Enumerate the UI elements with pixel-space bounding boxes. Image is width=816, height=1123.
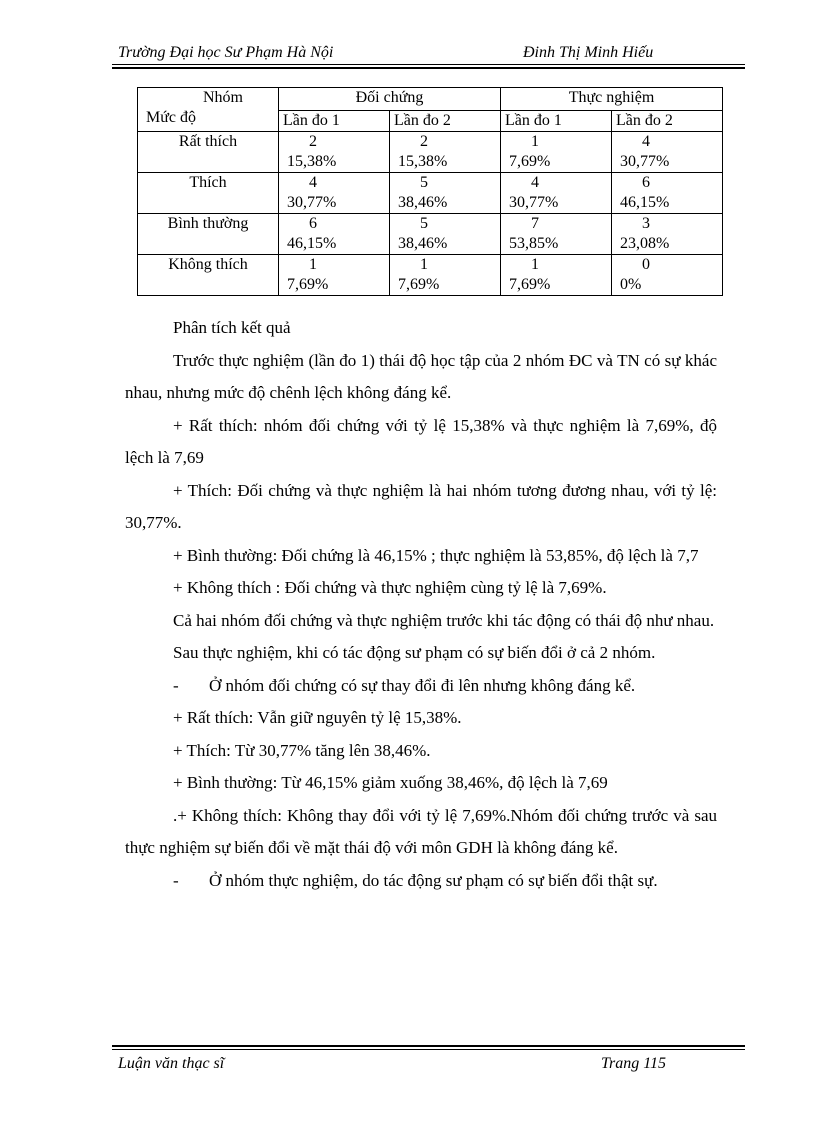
footer-rule-thick (112, 1045, 745, 1047)
header-author: Đinh Thị Minh Hiếu (523, 44, 654, 61)
cell-count: 1 (531, 133, 539, 150)
cell-count: 4 (309, 174, 317, 191)
cell-count: 6 (642, 174, 650, 191)
table-cell (390, 255, 501, 296)
header-school: Trường Đại học Sư Phạm Hà Nội (118, 44, 334, 61)
cell-percent: 15,38% (287, 153, 337, 170)
dash-item-text: Ở nhóm đối chứng có sự thay đổi đi lên nhưng không đáng kể. (209, 675, 636, 695)
paragraph: Sau thực nghiệm, khi có tác động sư phạm có sự biến đổi ở cả 2 nhóm. (173, 643, 656, 662)
cell-count: 2 (420, 133, 428, 150)
page-header (112, 40, 745, 66)
dash-marker: - (173, 675, 179, 695)
table-cell (501, 214, 612, 255)
cell-percent: 7,69% (509, 153, 551, 170)
subheader-tn-2: Lần đo 2 (612, 111, 723, 132)
paragraph: + Thích: Đối chứng và thực nghiệm là hai nhóm tương đương nhau, với tỷ lệ: 30,77%. (125, 480, 717, 532)
paragraph: Trước thực nghiệm (lần đo 1) thái độ học tập của 2 nhóm ĐC và TN có sự khác nhau, nhưng mức độ chênh lệch không đáng kể. (125, 350, 717, 402)
paragraph: + Không thích : Đối chứng và thực nghiệm cùng tỷ lệ là 7,69%. (173, 578, 607, 597)
cell-percent: 15,38% (398, 153, 448, 170)
subheader-dc-2: Lần đo 2 (390, 111, 501, 132)
footer-page-number: Trang 115 (601, 1055, 667, 1072)
paragraph: + Bình thường: Từ 46,15% giảm xuống 38,46%, độ lệch là 7,69 (173, 773, 608, 792)
analysis-text (125, 312, 717, 897)
paragraph: + Bình thường: Đối chứng là 46,15% ; thực nghiệm là 53,85%, độ lệch là 7,7 (173, 545, 699, 565)
cell-count: 1 (309, 256, 317, 273)
table-cell (279, 214, 390, 255)
paragraph: .+ Không thích: Không thay đổi với tỷ lệ 7,69%.Nhóm đối chứng trước và sau thực nghiệm sự biến đổi về mặt thái độ với môn GDH là không đáng kể. (125, 805, 717, 857)
paragraph: Cả hai nhóm đối chứng và thực nghiệm trước khi tác động có thái độ như nhau. (173, 610, 715, 630)
analysis-heading: Phân tích kết quả (173, 318, 291, 337)
cell-count: 1 (420, 256, 428, 273)
cell-count: 3 (642, 215, 650, 232)
table-row (138, 214, 723, 255)
row-label: Bình thường (138, 214, 279, 255)
table-cell (501, 255, 612, 296)
cell-count: 1 (531, 256, 539, 273)
table-cell (279, 173, 390, 214)
table-cell (612, 173, 723, 214)
cell-percent: 46,15% (620, 194, 670, 211)
table-cell (612, 214, 723, 255)
cell-count: 7 (531, 215, 539, 232)
cell-percent: 46,15% (287, 235, 337, 252)
cell-percent: 23,08% (620, 235, 670, 252)
table-cell (612, 132, 723, 173)
footer-rule-thin (112, 1049, 745, 1050)
row-label: Không thích (138, 255, 279, 296)
cell-count: 5 (420, 215, 428, 232)
cell-count: 5 (420, 174, 428, 191)
table-row (138, 255, 723, 296)
table-cell (501, 173, 612, 214)
table-cell (390, 173, 501, 214)
corner-group-label: Nhóm (203, 89, 243, 106)
table-row (138, 173, 723, 214)
cell-count: 4 (642, 133, 650, 150)
cell-percent: 7,69% (287, 276, 329, 293)
cell-count: 6 (309, 215, 317, 232)
table-cell (501, 132, 612, 173)
cell-percent: 30,77% (509, 194, 559, 211)
corner-level-label: Mức độ (146, 109, 196, 126)
paragraph: + Thích: Từ 30,77% tăng lên 38,46%. (173, 740, 431, 760)
cell-count: 4 (531, 174, 539, 191)
table-cell (279, 132, 390, 173)
table-corner-cell (138, 88, 279, 132)
row-label: Thích (138, 173, 279, 214)
row-label: Rất thích (138, 132, 279, 173)
table-cell (390, 214, 501, 255)
cell-percent: 7,69% (398, 276, 440, 293)
paragraph: + Rất thích: nhóm đối chứng với tỷ lệ 15,38% và thực nghiệm là 7,69%, độ lệch là 7,69 (125, 415, 717, 467)
dash-item (125, 670, 717, 703)
subheader-tn-1: Lần đo 1 (501, 111, 612, 132)
dash-item (125, 865, 717, 898)
dash-item-text: Ở nhóm thực nghiệm, do tác động sư phạm có sự biến đổi thật sự. (209, 870, 658, 890)
cell-percent: 38,46% (398, 235, 448, 252)
cell-percent: 7,69% (509, 276, 551, 293)
cell-count: 2 (309, 133, 317, 150)
cell-percent: 30,77% (620, 153, 670, 170)
cell-percent: 53,85% (509, 235, 559, 252)
header-rule-thick (112, 67, 745, 69)
paragraph: + Rất thích: Vẫn giữ nguyên tỷ lệ 15,38%. (173, 708, 462, 727)
table-row (138, 132, 723, 173)
footer-thesis-label: Luận văn thạc sĩ (118, 1055, 225, 1072)
table-cell (390, 132, 501, 173)
header-rule-thin (112, 64, 745, 65)
table-cell (612, 255, 723, 296)
attitude-results-table (137, 87, 723, 296)
group-header-control: Đối chứng (279, 88, 501, 111)
table-cell (279, 255, 390, 296)
cell-percent: 0% (620, 276, 642, 293)
group-header-experimental: Thực nghiệm (501, 88, 723, 111)
cell-count: 0 (642, 256, 650, 273)
subheader-dc-1: Lần đo 1 (279, 111, 390, 132)
cell-percent: 30,77% (287, 194, 337, 211)
dash-marker: - (173, 870, 179, 890)
cell-percent: 38,46% (398, 194, 448, 211)
